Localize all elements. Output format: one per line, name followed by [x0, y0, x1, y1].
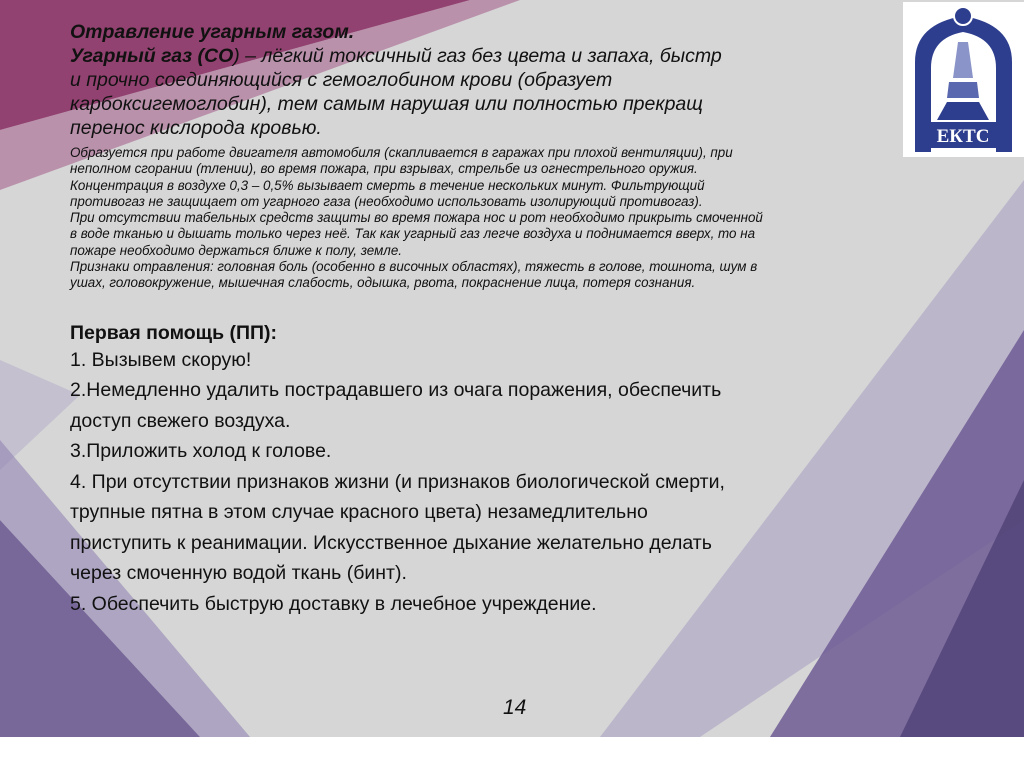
- first-aid-line: 4. При отсутствии признаков жизни (и признаков биологической смерти,: [70, 470, 725, 493]
- detail-line: ушах, головокружение, мышечная слабость, одышка, рвота, покраснение лица, потеря сознания.: [70, 275, 696, 291]
- definition-line-4: перенос кислорода кровью.: [70, 117, 322, 139]
- first-aid-line: 1. Вызывем скорую!: [70, 348, 252, 371]
- detail-line: неполном сгорании (тлении), во время пожара, при взрывах, стрельбе из огнестрельного оружия.: [70, 161, 698, 177]
- first-aid-line: приступить к реанимации. Искусственное дыхание желательно делать: [70, 531, 712, 554]
- first-aid-line: 2.Немедленно удалить пострадавшего из очага поражения, обеспечить: [70, 379, 722, 402]
- first-aid-line: трупные пятна в этом случае красного цвета) незамедлительно: [70, 501, 648, 524]
- logo-text: ЕКТС: [936, 126, 990, 147]
- detail-line: При отсутствии табельных средств защиты во время пожара нос и рот необходимо прикрыть смоченной: [70, 210, 763, 226]
- definition-line-1: [70, 44, 930, 68]
- definition-text-1: ) – лёгкий токсичный газ без цвета и запаха, быстр: [233, 45, 722, 67]
- detail-line: противогаз не защищает от угарного газа (необходимо использовать изолирующий противогаз).: [70, 193, 703, 209]
- first-aid-heading: Первая помощь (ПП):: [70, 321, 278, 344]
- definition-term: Угарный газ (СО: [70, 45, 234, 67]
- detail-line: Признаки отравления: головная боль (особенно в височных областях), тяжесть в голове, тошнота, шум в: [70, 259, 758, 275]
- slide-title: Отравление угарным газом.: [70, 21, 355, 43]
- detail-line: Образуется при работе двигателя автомобиля (скапливается в гаражах при плохой вентиляции), при: [70, 145, 733, 160]
- definition-line-3: карбоксигемоглобин), тем самым нарушая или полностью прекращ: [70, 93, 703, 115]
- bottom-strip: [0, 737, 1024, 767]
- first-aid-line: через смоченную водой ткань (бинт).: [70, 562, 407, 585]
- definition-line-2: и прочно соединяющийся с гемоглобином крови (образует: [70, 69, 613, 91]
- page-number: 14: [503, 696, 527, 719]
- detail-line: пожаре необходимо держаться ближе к полу, земле.: [70, 242, 402, 258]
- first-aid-line: 5. Обеспечить быструю доставку в лечебное учреждение.: [70, 592, 597, 615]
- first-aid-line: доступ свежего воздуха.: [70, 409, 291, 432]
- first-aid-line: 3.Приложить холод к голове.: [70, 440, 332, 463]
- detail-line: Концентрация в воздухе 0,3 – 0,5% вызывает смерть в течение нескольких минут. Фильтрующий: [70, 177, 705, 193]
- slide-content: [70, 20, 930, 619]
- detail-line: в воде тканью и дышать только через неё. Так как угарный газ легче воздуха и поднимается вверх, то на: [70, 226, 756, 242]
- left-lavender-shape: [0, 360, 80, 470]
- emblem-icon: [954, 7, 972, 25]
